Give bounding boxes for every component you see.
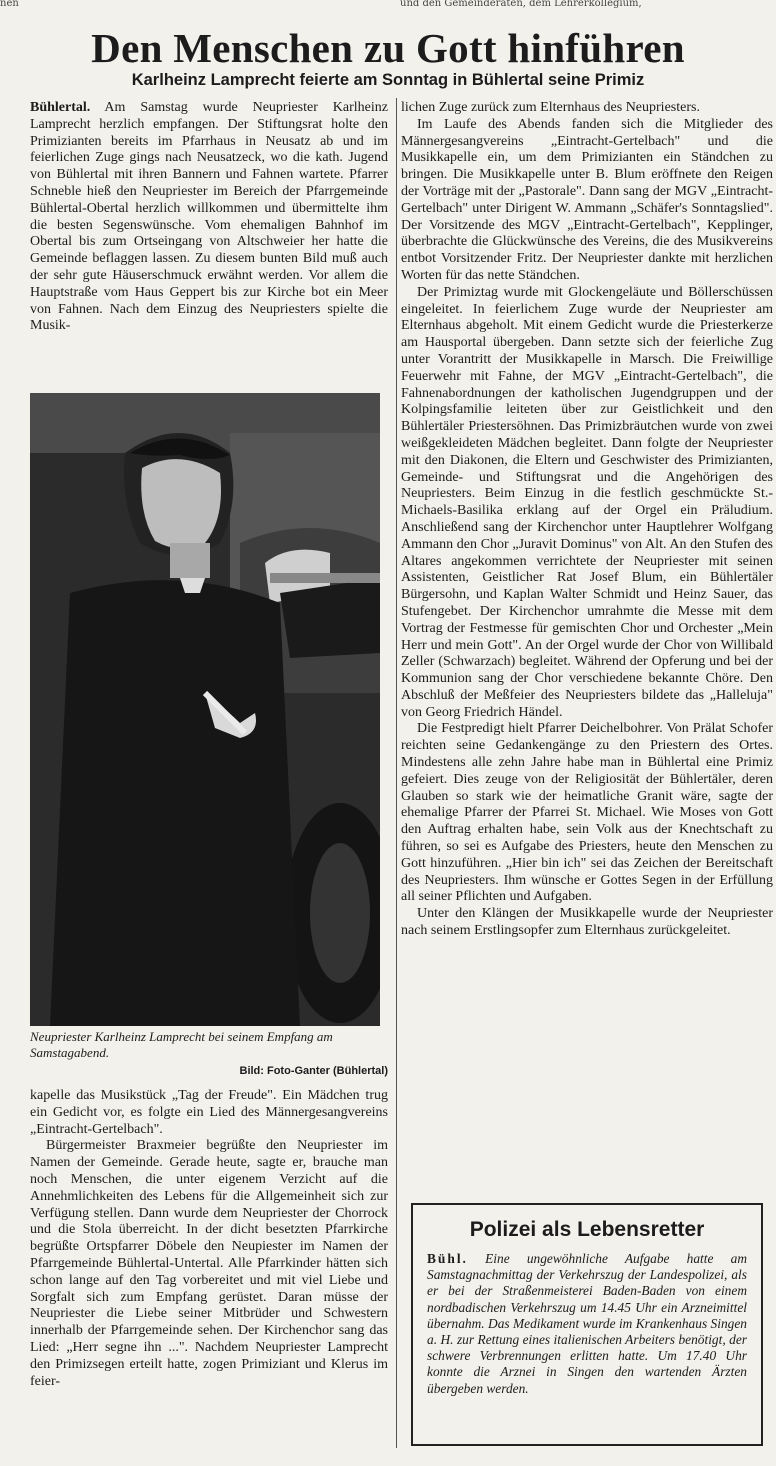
article-paragraph: Unter den Klängen der Musikkapelle wurde der Neupriester nach seinem Erstlingsopfer zum Elternhaus zurückgeleitet.: [401, 906, 773, 939]
left-column-top: [30, 100, 388, 382]
article-dateline: Bühlertal.: [30, 100, 91, 115]
article-paragraph: Die Festpredigt hielt Pfarrer Deichelbohrer. Von Prälat Schofer reichten seine Gedankengänge zu den Priestern des Ortes. Mindestens alle zehn Jahre habe man in Bühlertal eine Primiz gefeiert. Dies zeuge von der Religiosität der Bühlertäler, deren Glauben so stark wie der heimatliche Granit wäre, sagte der ehemalige Pfarrer der Pfarrei St. Michael. Wie Moses von Gott den Auftrag erhalten habe, sein Volk aus der Knechtschaft zu führen, so sei es Aufgabe des Priesters, heute den Menschen zu Gott hinzuführen. „Hier bin ich" sei das Zeichen der Bereitschaft des Neupriesters. Ihm wünsche er Gottes Segen in der Erfüllung all seiner Pflichten und Aufgaben.: [401, 721, 773, 905]
left-column-bottom: [30, 1088, 388, 1460]
column-divider: [396, 98, 397, 1448]
sidebar-article-box: [411, 1203, 763, 1446]
article-paragraph: lichen Zuge zurück zum Elternhaus des Neupriesters.: [401, 100, 700, 115]
photo-neupriester: [30, 393, 380, 1026]
top-right-cut-text: und den Gemeinderäten, dem Lehrerkollegium,: [400, 0, 642, 8]
photo-illustration: [30, 393, 380, 1026]
article-subheadline: Karlheinz Lamprecht feierte am Sonntag in Bühlertal seine Primiz: [131, 71, 645, 89]
sidebar-article-body: [427, 1251, 747, 1397]
article-paragraph: Im Laufe des Abends fanden sich die Mitglieder des Männergesangvereins „Eintracht-Gertelbach" und die Musikkapelle ein, um dem Primizianten ein Ständchen zu bringen. Die Musikkapelle unter B. Blum eröffnete den Reigen der Vorträge mit der „Pastorale". Dann sang der MGV „Eintracht-Gertelbach" unter Dirigent W. Ammann „Schäfer's Sonntagslied". Der Vorsitzende des MGV „Eintracht-Gertelbach", Kepplinger, überbrachte die Glückwünsche des Vereins, die des Musikvereins entbot Vorsitzender Fritz. Der Neupriester dankte mit herzlichen Worten für das nette Ständchen.: [401, 116, 773, 283]
sidebar-article-title: Polizei als Lebensretter: [469, 1218, 705, 1241]
article-paragraph: Bürgermeister Braxmeier begrüßte den Neupriester im Namen der Gemeinde. Gerade heute, sagte er, brauche man noch Menschen, die unter eigenem Verzicht auf die Annehmlichkeiten des Lebens für die Allgemeinheit sich zur Verfügung stellen. Dann wurde dem Neupriester der Chorrock und die Stola überreicht. In der dicht besetzten Pfarrkirche begrüßte Ortspfarrer Döbele den Neupiester im Namen der Pfarrgemeinde Bühlertal-Untertal. Alle Pfarrkinder hätten sich schon lange auf den Tag vorbereitet und mit viel Liebe und Sorgfalt sich zum Empfang gerüstet. Daran müsse der Neupriester die Liebe seiner Mitbrüder und Schwestern innerhalb der Pfarrgemeinde sehen. Der Kirchenchor sang das Lied: „Herr segne ihn ...". Nachdem Neupriester Lamprecht den Primizsegen erteilt hatte, zogen Primiziant und Klerus im feier-: [30, 1138, 388, 1389]
article-paragraph: kapelle das Musikstück „Tag der Freude". Ein Mädchen trug ein Gedicht vor, es folgte ein Lied des Männergesangvereins „Eintracht-Gertelbach".: [30, 1088, 388, 1137]
right-column: [401, 100, 773, 1190]
sidebar-article-text: Eine ungewöhnliche Aufgabe hatte am Samstagnachmittag der Verkehrszug der Landespolizei, als er bei der Straßenmeisterei Baden-Baden von einem nordbadischen Verkehrszug um 14.45 Uhr ein Arzneimittel übernahm. Das Medikament wurde im Krankenhaus Singen a. H. zur Rettung eines italienischen Arbeiters benötigt, der schwere Verbrennungen erlitten hatte. Um 17.40 Uhr konnte die Arznei in Singen den wartenden Ärzten übergeben werden.: [427, 1251, 747, 1396]
top-left-cut-text: nen: [0, 0, 19, 8]
photo-caption: Neupriester Karlheinz Lamprecht bei seinem Empfang am Samstagabend.: [30, 1029, 333, 1060]
article-headline: Den Menschen zu Gott hinführen: [91, 25, 685, 71]
photo-credit: Bild: Foto-Ganter (Bühlertal): [239, 1065, 388, 1077]
sidebar-article-dateline: Bühl.: [427, 1251, 468, 1266]
article-intro-text: Am Samstag wurde Neupriester Karlheinz Lamprecht herzlich empfangen. Der Stiftungsrat holte den Primizianten bereits im Pfarrhaus in Neusatz ab und im feierlichen Zuge gings nach Neusatzeck, wo die kath. Jugend von Bühlertal mit ihren Bannern und Fahnen wartete. Pfarrer Schneble hieß den Neupriester im Bereich der Pfarrgemeinde Bühlertal-Obertal herzlich willkommen und übermittelte ihm die besten Segenswünsche. Vom ehemaligen Bahnhof im Obertal bis zum Ortseingang von Altschweier her hatte die Gemeinde beflaggen lassen. Zu diesem bunten Bild muß auch der sehr gute Häuserschmuck erwähnt werden. Vor allem die Hauptstraße vom Haus Geppert bis zur Kirche bot ein Meer von Fahnen. Nach dem Einzug des Neupriesters spielte die Musik-: [30, 100, 388, 334]
article-paragraph: Der Primiztag wurde mit Glockengeläute und Böllerschüssen eingeleitet. In feierlichem Zuge wurde der Neupriester am Elternhaus abgeholt. Mit einem Gedicht wurde die Priesterkerze am Hausportal übergeben. Dann setzte sich der feierliche Zug unter Vorantritt der Musikkapelle in Marsch. Die Freiwillige Feuerwehr mit Fahne, der MGV „Eintracht-Gertelbach", die Fahnenabordnungen der katholischen Jugendgruppen und der Kolpingsfamilie leiteten über zur Geistlichkeit und den Bühlertäler Priestersöhnen. Das Primizbräutchen wurde von zwei weißgekleideten Mädchen begleitet. Dann folgte der Neupriester mit den Diakonen, die Eltern und Geschwister des Primizianten, Gemeinde- und Stiftungsrat und die Angehörigen des Neupriesters. Beim Einzug in die festlich geschmückte St.-Michaels-Basilika erklang auf der Orgel ein Präludium. Anschließend sang der Kirchenchor unter Hauptlehrer Wolfgang Ammann den Chor „Juravit Dominus" von Alt. An den Stufen des Altares angekommen verrichtete der Neupriester mit seinen Assistenten, Geistlicher Rat Josef Blum, ein Bühlertäler Bürgersohn, und Kaplan Walter Schmidt und Heinz Sauer, das Stufengebet. Der Kirchenchor umrahmte die Messe mit dem Vortrag der Festmesse für gemischten Chor und Orchester „Mein Herr und mein Gott". An der Orgel wurde der Chor von Willibald Zeller (Schwarzach) begleitet. Während der Opferung und bei der Kommunion sang der Chor verschiedene bekannte Chöre. Den Abschluß der Meßfeier des Neupriesters bildete das „Halleluja" von Georg Friedrich Händel.: [401, 284, 773, 720]
article-intro-paragraph: [30, 100, 388, 335]
